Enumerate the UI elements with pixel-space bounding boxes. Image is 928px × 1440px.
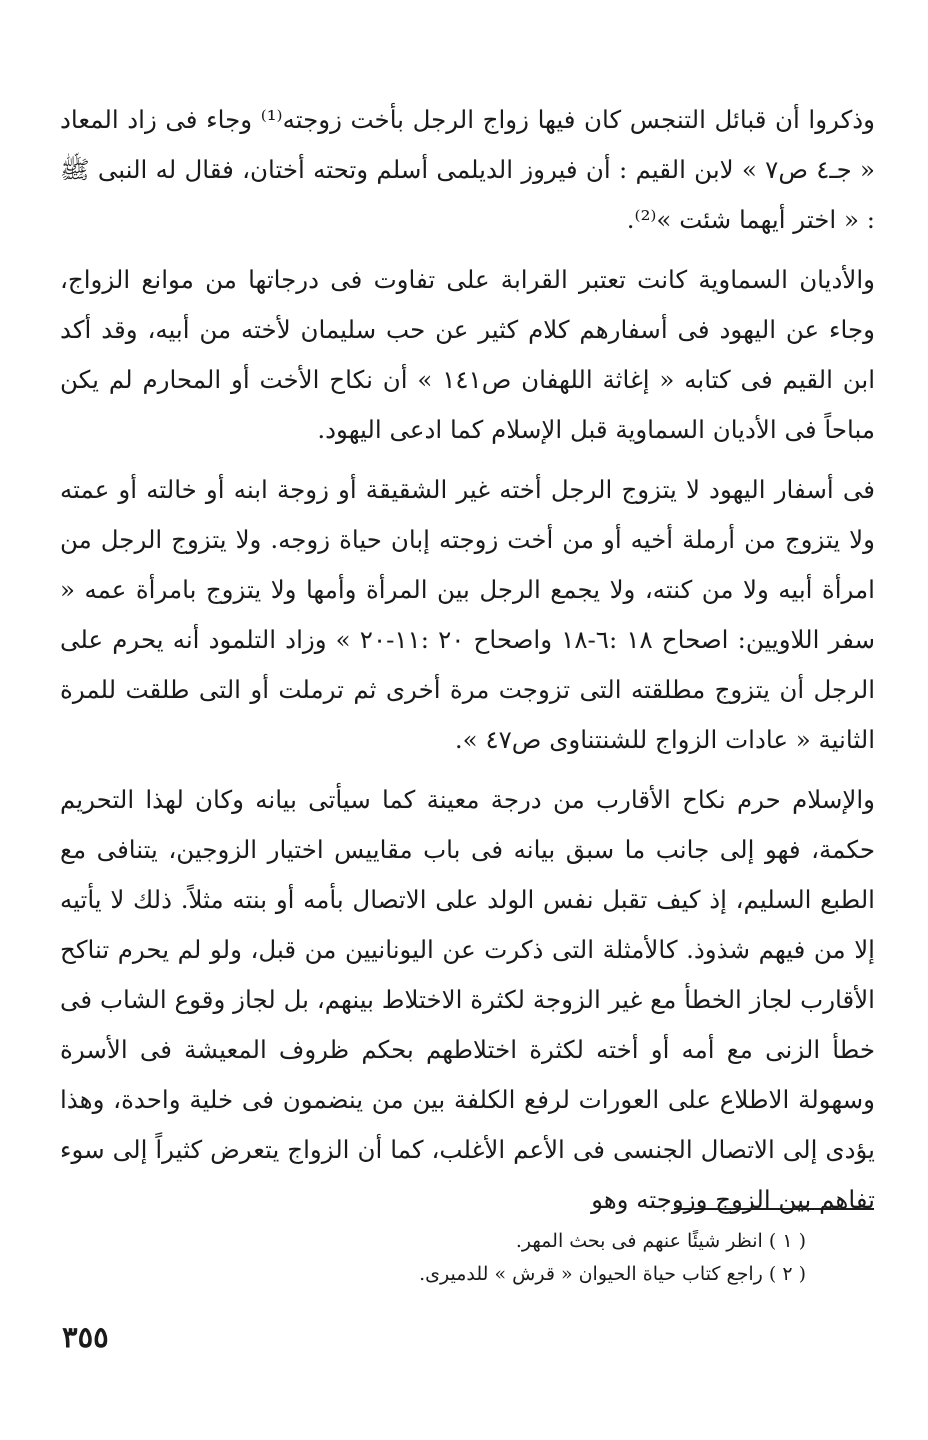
paragraph-4: والإسلام حرم نكاح الأقارب من درجة معينة كما سيأتى بيانه وكان لهذا التحريم حكمة، فهو إلى جانب ما سبق بيانه فى باب مقاييس اختيار الزوجين، يتنافى مع الطبع السليم، إذ كيف تقبل نفس الولد على الاتصال بأمه أو بنته مثلاً. ذلك لا يأتيه إلا من فيهم شذوذ. كالأمثلة التى ذكرت عن اليونانيين من قبل، ولو لم يحرم تناكح الأقارب لجاز الخطأ مع غير الزوجة لكثرة الاختلاط بينهم، بل لجاز وقوع الشاب فى خطأ الزنى مع أمه أو أخته لكثرة اختلاطهم بحكم ظروف المعيشة فى الأسرة وسهولة الاطلاع على العورات لرفع الكلفة بين من ينضمون فى خلية واحدة، وهذا يؤدى إلى الاتصال الجنسى فى الأعم الأغلب، كما أن الزواج يتعرض كثيراً إلى سوء تفاهم بين الزوج وزوجته وهو [60,785,875,1214]
page-number: ٣٥٥ [62,1320,109,1354]
paragraph-3: فى أسفار اليهود لا يتزوج الرجل أخته غير الشقيقة أو زوجة ابنه أو خالته أو عمته ولا يتزوج من أرملة أخيه أو من أخت زوجته إبان حياة زوجه. ولا يتزوج الرجل من امرأة أبيه ولا من كنته، ولا يجمع الرجل بين المرأة وأمها ولا يتزوج بامرأة عمه « سفر اللاويين: اصحاح ١٨ :٦-١٨ واصحاح ٢٠ :١١-٢٠ » وزاد التلمود أنه يحرم على الرجل أن يتزوج مطلقته التى تزوجت مرة أخرى ثم ترملت أو التى طلقت للمرة الثانية « عادات الزواج للشنتناوى ص٤٧ ». [60,475,875,754]
paragraph-2: والأديان السماوية كانت تعتبر القرابة على تفاوت فى درجاتها من موانع الزواج، وجاء عن اليهود فى أسفارهم كلام كثير عن حب سليمان لأخته من أبيه، وقد أكد ابن القيم فى كتابه « إغاثة اللهفان ص١٤١ » أن نكاح الأخت أو المحارم لم يكن مباحاً فى الأديان السماوية قبل الإسلام كما ادعى اليهود. [60,265,876,444]
footnotes [206,1225,806,1291]
footnote-2: ( ٢ ) راجع كتاب حياة الحيوان « قرش » للدميرى. [419,1263,806,1285]
footnote-1: ( ١ ) انظر شيئًا عنهم فى بحث المهر. [515,1230,806,1252]
page-body [60,95,875,1235]
paragraph-1: وذكروا أن قبائل التنجس كان فيها زواج الرجل بأخت زوجته⁽¹⁾ وجاء فى زاد المعاد « جـ٤ ص٧ » لابن القيم : أن فيروز الديلمى أسلم وتحته أختان، فقال له النبى ﷺ : « اختر أيهما شئت »⁽²⁾. [60,105,875,234]
footnote-divider [674,1208,874,1210]
